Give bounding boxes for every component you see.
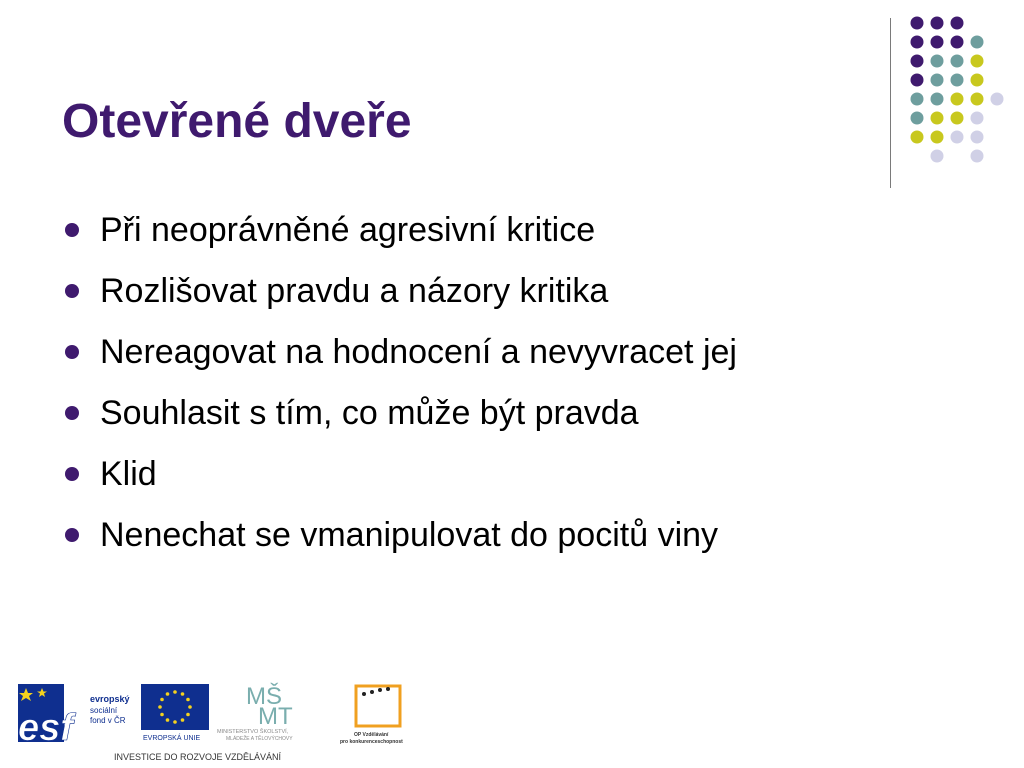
- bullet-text: Souhlasit s tím, co může být pravda: [100, 394, 639, 432]
- bullet-text: Rozlišovat pravdu a názory kritika: [100, 272, 609, 310]
- star-icon: [186, 713, 190, 717]
- decorative-dot: [931, 74, 944, 87]
- decorative-dot: [951, 131, 964, 144]
- star-icon: [181, 718, 185, 722]
- bullet-icon: [65, 345, 79, 359]
- decorative-dot: [931, 150, 944, 163]
- esf-logo: [18, 684, 130, 749]
- star-icon: [186, 698, 190, 702]
- bullet-list: [60, 200, 737, 566]
- op-logo-dot: [378, 688, 382, 692]
- msmt-logo-line1: MINISTERSTVO ŠKOLSTVÍ,: [217, 729, 289, 735]
- esf-logo-brand: esf: [18, 707, 73, 749]
- bullet-item: [60, 383, 737, 444]
- bullet-icon: [65, 528, 79, 542]
- op-logo-dot: [362, 692, 366, 696]
- decorative-dot: [951, 74, 964, 87]
- footer-logo-strip: [18, 680, 418, 764]
- bullet-icon: [65, 406, 79, 420]
- bullet-item: [60, 322, 737, 383]
- bullet-text: Nenechat se vmanipulovat do pocitů viny: [100, 516, 719, 554]
- decorative-dot: [911, 36, 924, 49]
- star-icon: [158, 705, 162, 709]
- eu-flag-logo: [141, 684, 209, 742]
- decorative-dot: [911, 93, 924, 106]
- footer-tagline: INVESTICE DO ROZVOJE VZDĚLÁVÁNÍ: [114, 752, 282, 762]
- decorative-dot: [951, 17, 964, 30]
- decorative-dot: [931, 17, 944, 30]
- bullet-icon: [65, 284, 79, 298]
- op-logo-line1: OP Vzdělávání: [354, 732, 389, 738]
- decorative-dot: [971, 74, 984, 87]
- esf-logo-line3: fond v ČR: [90, 716, 126, 725]
- decorative-dot: [931, 93, 944, 106]
- decorative-dot: [951, 93, 964, 106]
- star-icon: [173, 690, 177, 694]
- decorative-dot: [931, 112, 944, 125]
- decorative-dot: [911, 112, 924, 125]
- msmt-logo-letters-bottom: MT: [258, 703, 293, 730]
- star-icon: [166, 718, 170, 722]
- star-icon: [173, 720, 177, 724]
- msmt-logo-letters-top: MŠ: [246, 683, 282, 710]
- decorative-dot: [911, 17, 924, 30]
- slide-title: Otevřené dveře: [62, 95, 412, 148]
- decorative-dot: [951, 55, 964, 68]
- decorative-dot: [931, 55, 944, 68]
- decorative-dot: [971, 93, 984, 106]
- op-logo-dot: [386, 687, 390, 691]
- op-logo-line2: pro konkurenceschopnost: [340, 739, 403, 745]
- bullet-item: [60, 505, 737, 566]
- esf-logo-line2: sociální: [90, 706, 118, 715]
- decorative-dot: [971, 150, 984, 163]
- decorative-dot: [991, 93, 1004, 106]
- msmt-logo: [217, 682, 293, 742]
- esf-logo-line1: evropský: [90, 694, 130, 704]
- msmt-logo-line2: MLÁDEŽE A TĚLOVÝCHOVY: [226, 736, 293, 742]
- decorative-dot: [951, 112, 964, 125]
- decorative-dot: [931, 131, 944, 144]
- decorative-dot: [971, 55, 984, 68]
- decorative-dot: [931, 36, 944, 49]
- decorative-dot: [911, 55, 924, 68]
- bullet-icon: [65, 223, 79, 237]
- bullet-item: [60, 200, 737, 261]
- star-icon: [160, 698, 164, 702]
- op-logo-frame: [356, 686, 400, 726]
- star-icon: [160, 713, 164, 717]
- decorative-dot: [911, 131, 924, 144]
- bullet-text: Nereagovat na hodnocení a nevyvracet jej: [100, 333, 737, 371]
- decorative-dot: [971, 36, 984, 49]
- decorative-dot: [971, 131, 984, 144]
- star-icon: [181, 692, 185, 696]
- decorative-dot: [911, 74, 924, 87]
- bullet-item: [60, 261, 737, 322]
- op-logo-dot: [370, 690, 374, 694]
- op-logo: [340, 686, 403, 745]
- star-icon: [166, 692, 170, 696]
- star-icon: [188, 705, 192, 709]
- decorative-divider-line: [890, 18, 891, 188]
- eu-logo-caption: EVROPSKÁ UNIE: [143, 735, 201, 742]
- bullet-item: [60, 444, 737, 505]
- decorative-dot: [951, 36, 964, 49]
- bullet-text: Klid: [100, 455, 157, 493]
- decorative-dot: [971, 112, 984, 125]
- bullet-icon: [65, 467, 79, 481]
- bullet-text: Při neoprávněné agresivní kritice: [100, 211, 596, 249]
